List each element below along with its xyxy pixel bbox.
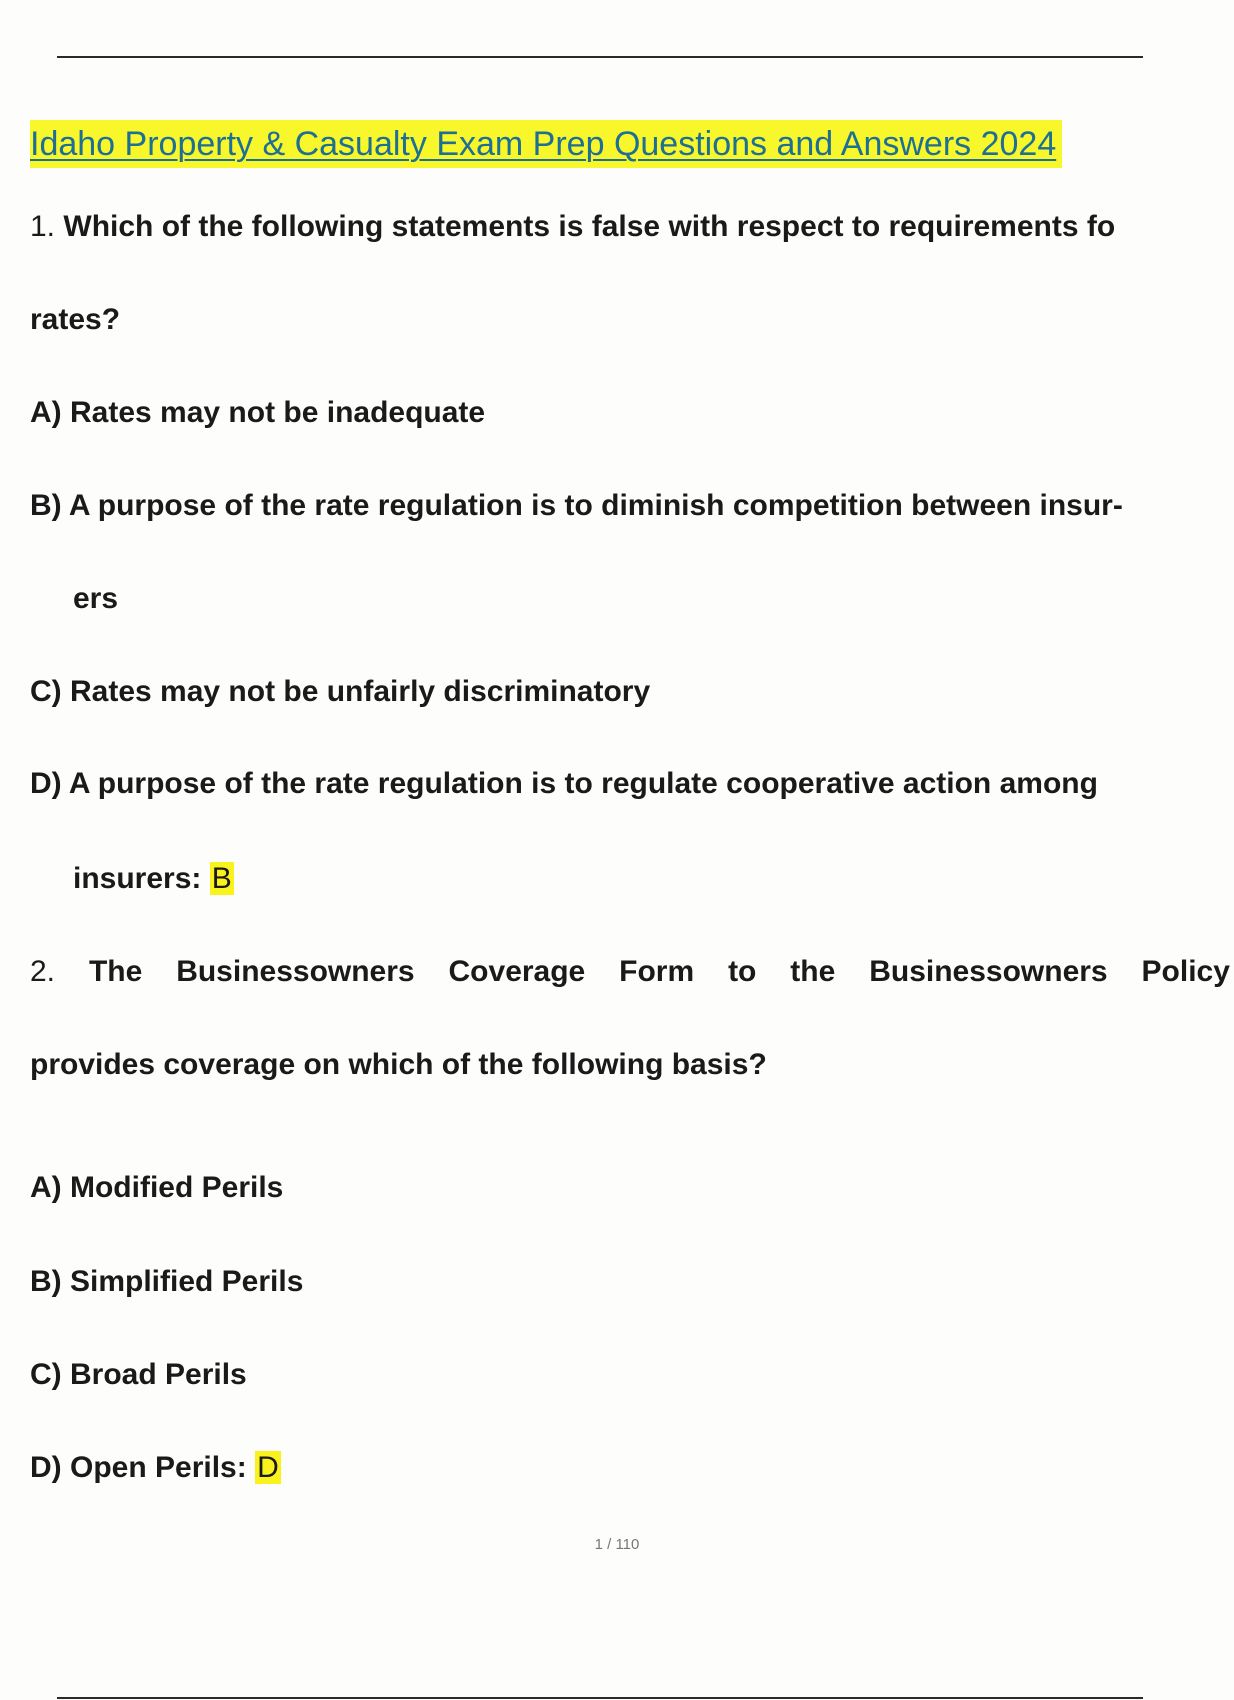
q1-answer: B: [211, 862, 232, 895]
q1-number: 1.: [30, 210, 56, 243]
q1-text: Which of the following statements is false with respect to requirements fo: [63, 210, 1116, 243]
q2-option-a: A) Modified Perils: [30, 1171, 284, 1204]
q1-line2: rates?: [30, 303, 121, 336]
q2-option-b: B) Simplified Perils: [30, 1265, 304, 1298]
q2-word: Businessowners: [869, 955, 1108, 988]
q1-option-a: A) Rates may not be inadequate: [30, 396, 486, 429]
q2-line1-words: [30, 952, 1230, 992]
q2-word: Coverage: [448, 955, 586, 988]
page-number: 1 / 110: [594, 1536, 640, 1553]
q2-word: to: [728, 955, 757, 988]
q1-option-c: C) Rates may not be unfairly discriminatory: [30, 675, 651, 708]
q1-option-d-text: insurers:: [73, 862, 202, 895]
q2-line2: provides coverage on which of the following basis?: [30, 1048, 767, 1081]
q2-number: 2.: [30, 955, 56, 988]
q2-line1: [30, 952, 1230, 992]
q1-option-b-cont: ers: [73, 582, 119, 615]
q2-word: Businessowners: [176, 955, 415, 988]
q2-word: Policy: [1141, 955, 1230, 988]
bottom-rule: [57, 1697, 1143, 1699]
top-rule: [57, 56, 1143, 58]
q2-option-c: C) Broad Perils: [30, 1358, 247, 1391]
q2-word: The: [88, 955, 143, 988]
q2-word: the: [790, 955, 836, 988]
q2-option-d-text: D) Open Perils:: [30, 1451, 247, 1484]
q1-option-d: D) A purpose of the rate regulation is to regulate cooperative action among: [30, 767, 1098, 800]
q1-option-b: B) A purpose of the rate regulation is to diminish competition between insur-: [30, 489, 1123, 522]
q2-word: Form: [619, 955, 695, 988]
q1-line1: [30, 207, 1115, 247]
q2-answer: D: [257, 1451, 279, 1484]
q2-option-d: [30, 1448, 281, 1488]
q1-option-d-cont: [73, 859, 234, 899]
document-title: Idaho Property & Casualty Exam Prep Questions and Answers 2024: [30, 120, 1062, 168]
